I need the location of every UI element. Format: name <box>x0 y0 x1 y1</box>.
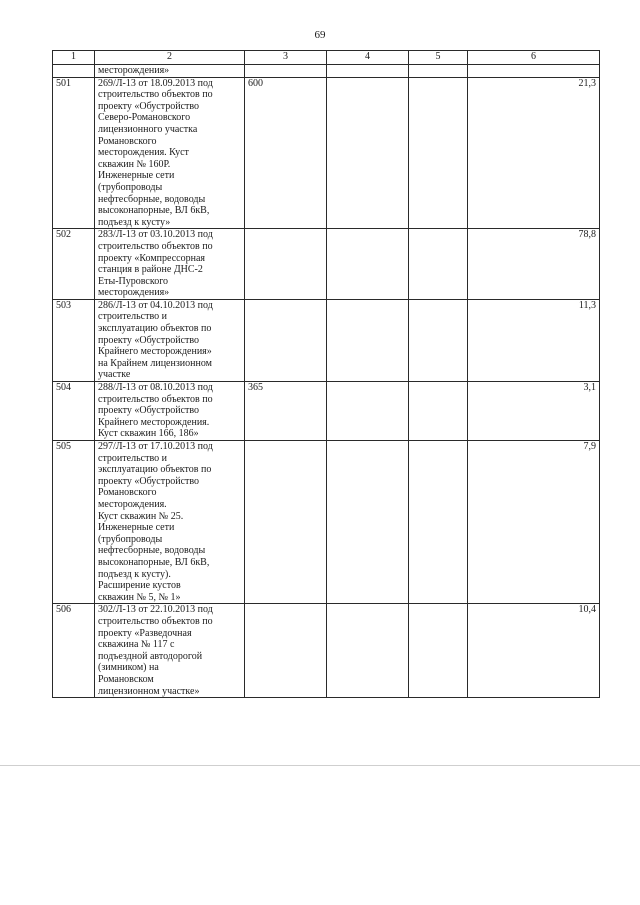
table-row <box>53 441 600 604</box>
page-number: 69 <box>314 29 326 41</box>
cell-description: 297/Л-13 от 17.10.2013 под строительство и эксплуатацию объектов по проекту «Обустройство Романовского месторождения. Куст скважин № 25. Инженерные сети (трубопроводы нефтесборные, водоводы высоконапорные, ВЛ 6кВ, подъезд к кусту). Расширение кустов скважин № 5, № 1» <box>95 441 245 604</box>
column-header-6: 6 <box>468 51 600 65</box>
table-row <box>53 299 600 381</box>
cell-number: 504 <box>53 382 95 441</box>
cell-number: 501 <box>53 77 95 229</box>
cell-col5 <box>409 229 468 300</box>
cell-col4 <box>327 299 409 381</box>
cell-col5 <box>409 382 468 441</box>
column-header-1: 1 <box>53 51 95 65</box>
cell-col4 <box>327 441 409 604</box>
cell-col4 <box>327 77 409 229</box>
column-header-2: 2 <box>95 51 245 65</box>
continuation-text: месторождения» <box>95 65 245 78</box>
column-header-5: 5 <box>409 51 468 65</box>
column-header-3: 3 <box>245 51 327 65</box>
cell-col3 <box>245 441 327 604</box>
cell-number: 502 <box>53 229 95 300</box>
cell-col5 <box>409 299 468 381</box>
cell-number: 503 <box>53 299 95 381</box>
cell-number: 505 <box>53 441 95 604</box>
table-row <box>53 229 600 300</box>
blank-page-area <box>0 765 640 905</box>
cell-col5 <box>409 441 468 604</box>
cell-number: 506 <box>53 604 95 698</box>
cell-number <box>53 65 95 78</box>
cell-col6: 3,1 <box>468 382 600 441</box>
cell-description: 302/Л-13 от 22.10.2013 под строительство объектов по проекту «Разведочная скважина № 117 с подъездной автодорогой (зимником) на Романовском лицензионном участке» <box>95 604 245 698</box>
land-plot-table <box>52 50 600 698</box>
cell-col6: 21,3 <box>468 77 600 229</box>
cell-col5 <box>409 77 468 229</box>
cell-description: 283/Л-13 от 03.10.2013 под строительство объектов по проекту «Компрессорная станция в районе ДНС-2 Еты-Пуровского месторождения» <box>95 229 245 300</box>
cell-col3: 600 <box>245 77 327 229</box>
table-row <box>53 604 600 698</box>
cell-col6: 11,3 <box>468 299 600 381</box>
column-header-4: 4 <box>327 51 409 65</box>
continuation-row <box>53 65 600 78</box>
cell-col3 <box>245 604 327 698</box>
cell-description: 288/Л-13 от 08.10.2013 под строительство объектов по проекту «Обустройство Крайнего месторождения. Куст скважин 166, 186» <box>95 382 245 441</box>
cell-col5 <box>409 604 468 698</box>
cell-col6: 10,4 <box>468 604 600 698</box>
cell-col3 <box>245 229 327 300</box>
cell-col6: 78,8 <box>468 229 600 300</box>
column-number-row <box>53 51 600 65</box>
cell-col6: 7,9 <box>468 441 600 604</box>
cell-description: 286/Л-13 от 04.10.2013 под строительство и эксплуатацию объектов по проекту «Обустройство Крайнего месторождения» на Крайнем лицензионном участке <box>95 299 245 381</box>
cell-col4 <box>327 229 409 300</box>
cell-col4 <box>327 604 409 698</box>
cell-description: 269/Л-13 от 18.09.2013 под строительство объектов по проекту «Обустройство Северо-Романовского лицензионного участка Романовского месторождения. Куст скважин № 160Р. Инженерные сети (трубопроводы нефтесборные, водоводы высоконапорные, ВЛ 6кВ, подъезд к кусту» <box>95 77 245 229</box>
table-row <box>53 77 600 229</box>
table-row <box>53 382 600 441</box>
cell-col3 <box>245 299 327 381</box>
cell-col3: 365 <box>245 382 327 441</box>
cell-col4 <box>327 382 409 441</box>
